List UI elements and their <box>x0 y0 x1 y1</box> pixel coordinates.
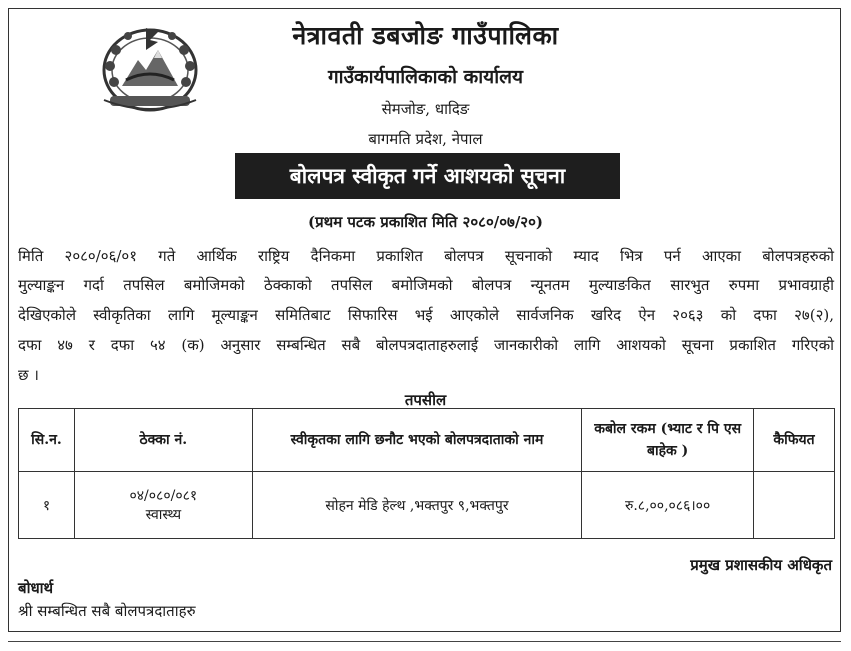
paragraph-line: मुल्याङ्कन गर्दा तपसिल बमोजिमको ठेक्काको तपसिल बमोजिमको बोलपत्र न्यूनतम मुल्याङकित सारभुत रुपमा प्रभावग्राही <box>18 276 834 294</box>
contract-number: ०४/०८०/०८१ <box>129 488 198 504</box>
recipients-text: श्री सम्बन्धित सबै बोलपत्रदाताहरु <box>18 602 196 620</box>
cell-serial-no: १ <box>19 472 75 539</box>
cell-bid-amount: रु.८,००,०८६।०० <box>582 472 754 539</box>
table-row <box>19 472 835 539</box>
province-name: बागमति प्रदेश, नेपाल <box>368 130 483 148</box>
first-published-date: (प्रथम पटक प्रकाशित मिति २०८०/०७/२०) <box>308 213 543 231</box>
paragraph-line: दफा ४७ र दफा ५४ (क) अनुसार सम्बन्धित सबै बोलपत्रदाताहरुलाई जानकारीको लागि आशयको सूचना प्रकाशित गरिएको <box>18 336 834 354</box>
cell-remarks <box>754 472 835 539</box>
bodhartha-label: बोधार्थ <box>18 579 54 597</box>
details-label: तपसील <box>404 391 447 409</box>
notice-title: बोलपत्र स्वीकृत गर्ने आशयको सूचना <box>235 153 620 199</box>
municipality-name: नेत्रावती डबजोङ गाउँपालिका <box>292 21 559 50</box>
office-location: सेमजोङ, धादिङ <box>381 100 470 118</box>
header-remarks: कैफियत <box>754 409 835 472</box>
cell-bidder-name: सोहन मेडि हेल्थ ,भक्तपुर ९,भक्तपुर <box>252 472 581 539</box>
cell-contract <box>74 472 252 539</box>
header-contract-no: ठेक्का नं. <box>74 409 252 472</box>
paragraph-line: देखिएकोले स्वीकृतिका लागि मूल्याङ्कन समितिबाट सिफारिस भई आएकोले सार्वजनिक खरिद ऐन २०६३ को दफा २७(२), <box>18 306 834 324</box>
paragraph-line: मिति २०८०/०६/०१ गते आर्थिक राष्ट्रिय दैनिकमा प्रकाशित बोलपत्र सूचनाको म्याद भित्र पर्न आएका बोलपत्रहरुको <box>18 247 834 265</box>
table-header-row <box>19 409 835 472</box>
header-bidder-name: स्वीकृतका लागि छनौट भएको बोलपत्रदाताको नाम <box>252 409 581 472</box>
header-serial-no: सि.न. <box>19 409 75 472</box>
header-bid-amount: कबोल रकम (भ्याट र पि एस बाहेक ) <box>582 409 754 472</box>
paragraph-line: छ । <box>18 366 39 384</box>
contract-type: स्वास्थ्य <box>145 507 182 523</box>
office-name: गाउँकार्यपालिकाको कार्यालय <box>327 66 524 88</box>
signatory-title: प्रमुख प्रशासकीय अधिकृत <box>690 556 832 574</box>
bottom-divider <box>8 641 841 642</box>
award-table <box>18 408 835 539</box>
